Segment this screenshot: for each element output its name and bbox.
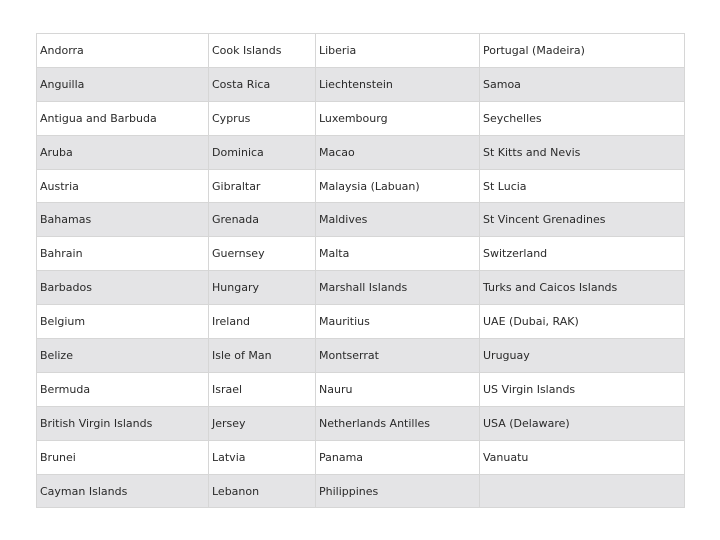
table-cell: Cyprus: [209, 101, 316, 135]
table-cell: Montserrat: [316, 339, 480, 373]
table-cell: Cook Islands: [209, 34, 316, 68]
table-row: [37, 271, 685, 305]
table-cell: Bahrain: [37, 237, 209, 271]
table-cell: Gibraltar: [209, 169, 316, 203]
table-cell: Guernsey: [209, 237, 316, 271]
table-cell: Jersey: [209, 406, 316, 440]
table-row: [37, 101, 685, 135]
table-cell: Seychelles: [480, 101, 685, 135]
table-cell: Grenada: [209, 203, 316, 237]
table-cell: Marshall Islands: [316, 271, 480, 305]
table-cell: Netherlands Antilles: [316, 406, 480, 440]
table-row: [37, 440, 685, 474]
table-cell: Switzerland: [480, 237, 685, 271]
table-cell: Austria: [37, 169, 209, 203]
table-cell: Barbados: [37, 271, 209, 305]
table-cell: Maldives: [316, 203, 480, 237]
table-cell: Nauru: [316, 372, 480, 406]
table-cell: Panama: [316, 440, 480, 474]
table-cell: St Lucia: [480, 169, 685, 203]
table-row: [37, 34, 685, 68]
table-cell: Liechtenstein: [316, 67, 480, 101]
table-cell: Dominica: [209, 135, 316, 169]
table-cell: Mauritius: [316, 305, 480, 339]
table-cell: Israel: [209, 372, 316, 406]
table-cell: Uruguay: [480, 339, 685, 373]
table-cell: British Virgin Islands: [37, 406, 209, 440]
table-cell: Aruba: [37, 135, 209, 169]
table-row: [37, 169, 685, 203]
table-row: [37, 203, 685, 237]
table-row: [37, 406, 685, 440]
table-row: [37, 474, 685, 508]
table-cell: Brunei: [37, 440, 209, 474]
table-cell: Costa Rica: [209, 67, 316, 101]
table-row: [37, 339, 685, 373]
jurisdictions-table: [36, 33, 685, 508]
table-row: [37, 135, 685, 169]
table-cell: St Kitts and Nevis: [480, 135, 685, 169]
table-cell: Cayman Islands: [37, 474, 209, 508]
table-cell: Andorra: [37, 34, 209, 68]
table-cell: UAE (Dubai, RAK): [480, 305, 685, 339]
table-body: [37, 34, 685, 508]
table-cell: Turks and Caicos Islands: [480, 271, 685, 305]
table-cell: Belize: [37, 339, 209, 373]
table-cell: Macao: [316, 135, 480, 169]
table-cell: Ireland: [209, 305, 316, 339]
table-cell: Anguilla: [37, 67, 209, 101]
table-cell: Belgium: [37, 305, 209, 339]
table-row: [37, 372, 685, 406]
table-cell: Latvia: [209, 440, 316, 474]
table-cell: Luxembourg: [316, 101, 480, 135]
table-row: [37, 305, 685, 339]
table-cell: Malta: [316, 237, 480, 271]
table-cell: Isle of Man: [209, 339, 316, 373]
table-cell: St Vincent Grenadines: [480, 203, 685, 237]
table-cell: [480, 474, 685, 508]
table-cell: USA (Delaware): [480, 406, 685, 440]
table-cell: Bermuda: [37, 372, 209, 406]
table-row: [37, 237, 685, 271]
table-cell: Samoa: [480, 67, 685, 101]
table-cell: US Virgin Islands: [480, 372, 685, 406]
table-cell: Lebanon: [209, 474, 316, 508]
table-cell: Vanuatu: [480, 440, 685, 474]
table-row: [37, 67, 685, 101]
table-cell: Liberia: [316, 34, 480, 68]
table-cell: Antigua and Barbuda: [37, 101, 209, 135]
table-cell: Bahamas: [37, 203, 209, 237]
table-cell: Portugal (Madeira): [480, 34, 685, 68]
table-cell: Philippines: [316, 474, 480, 508]
table-cell: Hungary: [209, 271, 316, 305]
table-cell: Malaysia (Labuan): [316, 169, 480, 203]
